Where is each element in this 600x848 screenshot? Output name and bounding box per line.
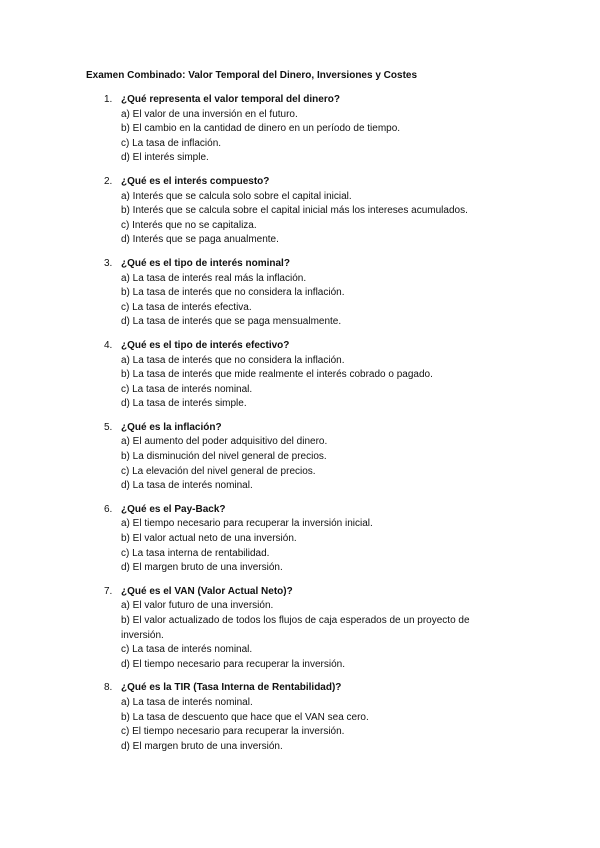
option-c: c) La tasa interna de rentabilidad. xyxy=(121,547,270,559)
option-b: b) La tasa de interés que mide realmente el interés cobrado o pagado. xyxy=(121,369,433,381)
option-a: a) El aumento del poder adquisitivo del dinero. xyxy=(121,436,328,448)
option-c: c) La elevación del nivel general de precios. xyxy=(121,465,316,477)
question-number: 4. xyxy=(104,339,113,351)
option-b: b) La tasa de descuento que hace que el VAN sea cero. xyxy=(121,711,369,723)
option-d: d) El margen bruto de una inversión. xyxy=(121,562,283,574)
option-a: a) La tasa de interés que no considera la inflación. xyxy=(121,354,345,366)
option-a: a) El valor de una inversión en el futuro. xyxy=(121,108,298,120)
option-d: d) Interés que se paga anualmente. xyxy=(121,234,279,246)
question-2 xyxy=(0,175,600,248)
option-b: b) El valor actual neto de una inversión. xyxy=(121,533,297,545)
question-3 xyxy=(0,257,600,330)
question-text: ¿Qué es la TIR (Tasa Interna de Rentabilidad)? xyxy=(121,682,342,694)
question-text: ¿Qué es el Pay-Back? xyxy=(121,503,226,515)
option-c: c) La tasa de inflación. xyxy=(121,137,222,149)
option-b: b) La tasa de interés que no considera la inflación. xyxy=(121,287,345,299)
option-a: a) Interés que se calcula solo sobre el capital inicial. xyxy=(121,190,352,202)
question-text: ¿Qué es el tipo de interés nominal? xyxy=(121,257,290,269)
option-a: a) La tasa de interés nominal. xyxy=(121,696,253,708)
question-number: 8. xyxy=(104,682,113,694)
document-title: Examen Combinado: Valor Temporal del Dinero, Inversiones y Costes xyxy=(86,70,418,81)
question-6 xyxy=(0,503,600,576)
option-d: d) La tasa de interés simple. xyxy=(121,398,247,410)
question-5 xyxy=(0,421,600,494)
option-d: d) El interés simple. xyxy=(121,152,209,164)
option-a: a) El valor futuro de una inversión. xyxy=(121,600,274,612)
question-4 xyxy=(0,339,600,412)
option-a: a) La tasa de interés real más la inflación. xyxy=(121,272,307,284)
option-c: c) La tasa de interés nominal. xyxy=(121,383,253,395)
question-1 xyxy=(0,93,600,166)
question-number: 2. xyxy=(104,175,113,187)
option-b: b) Interés que se calcula sobre el capital inicial más los intereses acumulados. xyxy=(121,205,468,217)
question-text: ¿Qué es la inflación? xyxy=(121,421,222,433)
option-c: c) La tasa de interés nominal. xyxy=(121,644,253,656)
option-c: c) El tiempo necesario para recuperar la inversión. xyxy=(121,726,345,738)
question-number: 6. xyxy=(104,503,113,515)
question-text: ¿Qué es el VAN (Valor Actual Neto)? xyxy=(121,585,293,597)
option-d: d) La tasa de interés que se paga mensualmente. xyxy=(121,316,342,328)
question-8 xyxy=(0,681,600,754)
question-text: ¿Qué representa el valor temporal del dinero? xyxy=(121,94,340,105)
question-text: ¿Qué es el tipo de interés efectivo? xyxy=(121,339,290,351)
option-b: b) La disminución del nivel general de precios. xyxy=(121,451,327,463)
question-list xyxy=(0,93,600,763)
option-d: d) La tasa de interés nominal. xyxy=(121,480,253,492)
option-c: c) Interés que no se capitaliza. xyxy=(121,219,257,231)
option-c: c) La tasa de interés efectiva. xyxy=(121,301,252,313)
option-b: b) El cambio en la cantidad de dinero en un período de tiempo. xyxy=(121,123,401,135)
question-number: 3. xyxy=(104,257,113,269)
option-d: d) El tiempo necesario para recuperar la inversión. xyxy=(121,658,345,670)
option-d: d) El margen bruto de una inversión. xyxy=(121,740,283,752)
question-number: 1. xyxy=(104,94,113,105)
question-number: 7. xyxy=(104,585,113,597)
question-number: 5. xyxy=(104,421,113,433)
question-text: ¿Qué es el interés compuesto? xyxy=(121,175,270,187)
question-7 xyxy=(0,585,600,673)
option-a: a) El tiempo necesario para recuperar la inversión inicial. xyxy=(121,518,373,530)
option-b: b) El valor actualizado de todos los flujos de caja esperados de un proyecto de inversión. xyxy=(121,615,470,641)
